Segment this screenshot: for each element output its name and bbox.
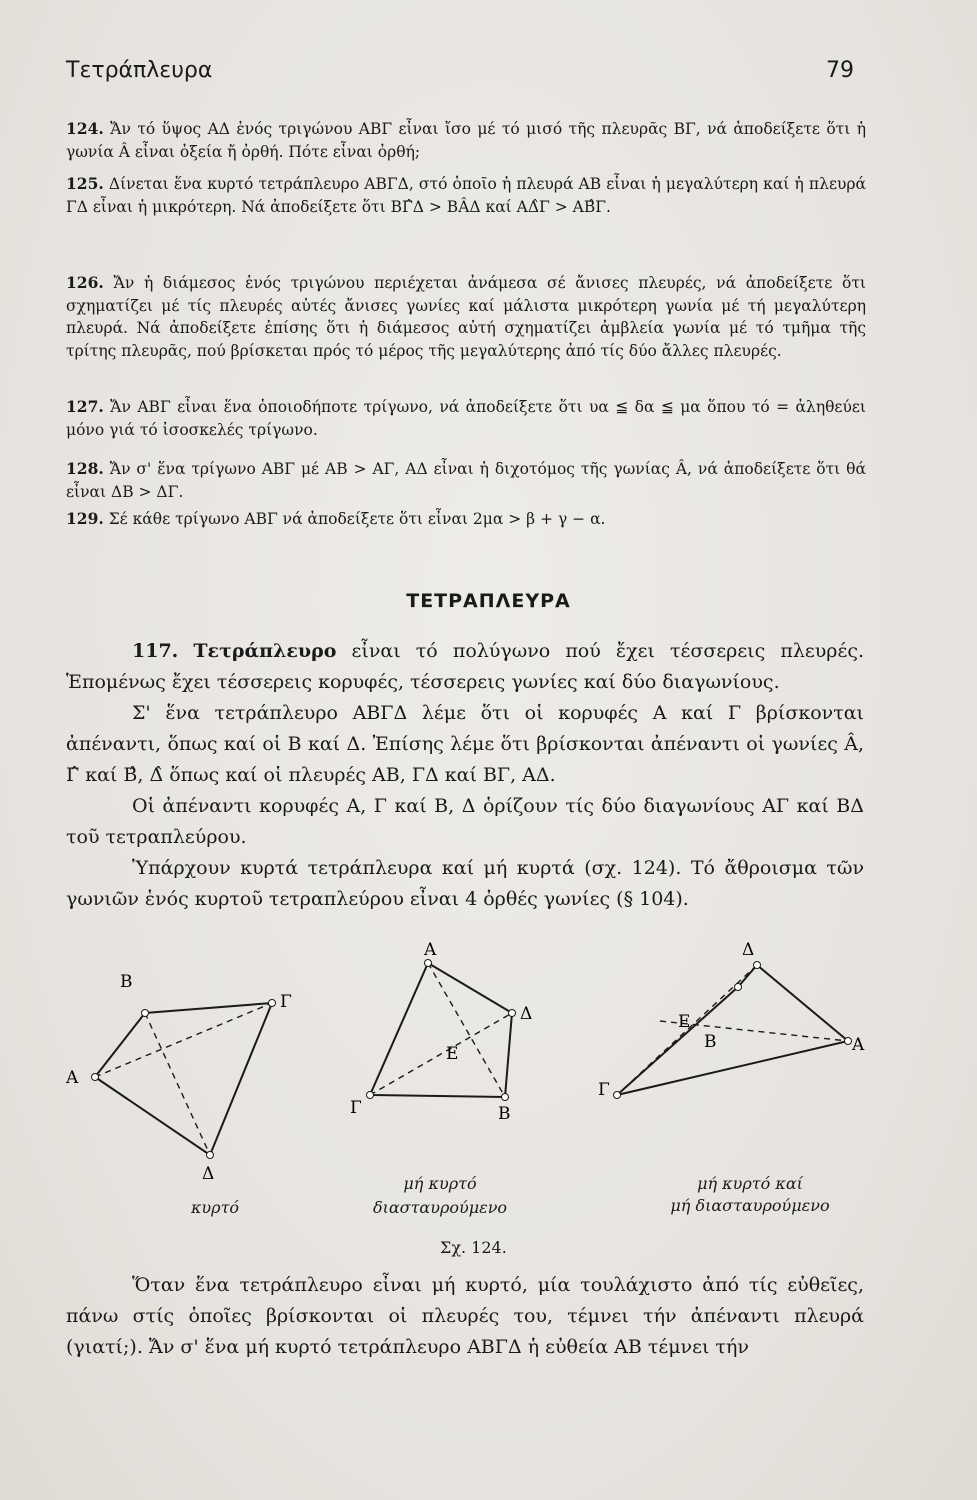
caption-nonconvex-and: μή κυρτό καί xyxy=(697,1174,803,1193)
vertex-label: Γ xyxy=(350,1098,362,1118)
exercise-number: 129. xyxy=(66,509,104,528)
paragraph-text: εἶναι τό πολύγωνο πού ἔχει τέσσερεις πλευρές. Ἑπομένως ἔχει τέσσερεις κορυφές, τέσσερεις γωνίες καί δύο διαγωνίους. xyxy=(66,640,864,693)
vertex-label: Ε xyxy=(446,1044,459,1064)
caption-convex: κυρτό xyxy=(190,1198,240,1217)
exercise-number: 127. xyxy=(66,397,104,416)
paragraph: Σ' ἕνα τετράπλευρο ΑΒΓΔ λέμε ὅτι οἱ κορυφές Α καί Γ βρίσκονται ἀπέναντι, ὅπως καί οἱ Β καί Δ. Ἐπίσης λέμε ὅτι βρίσκονται ἀπέναντι οἱ γωνίες Â, Γ̂ καί Β̂, Δ̂ ὅπως καί οἱ πλευρές ΑΒ, ΓΔ καί ΒΓ, ΑΔ. xyxy=(66,702,864,786)
exercise-124 xyxy=(66,118,866,163)
exercise-128 xyxy=(66,458,866,503)
vertex-label: Β xyxy=(704,1032,717,1052)
vertex-label: Β xyxy=(498,1104,511,1124)
figure-number: Σχ. 124. xyxy=(440,1238,507,1257)
main-text xyxy=(66,636,864,915)
exercise-number: 128. xyxy=(66,459,104,478)
exercise-text: Σέ κάθε τρίγωνο ΑΒΓ νά ἀποδείξετε ὅτι εἶναι 2μα > β + γ − α. xyxy=(108,510,606,528)
exercise-number: 126. xyxy=(66,273,104,292)
vertex-label: Γ xyxy=(280,992,292,1012)
closing-text xyxy=(66,1270,864,1363)
paragraph-number: 117. xyxy=(132,640,179,662)
exercise-125 xyxy=(66,173,866,218)
crossed-quadrilateral xyxy=(614,962,852,1099)
vertex-label: Γ xyxy=(598,1080,610,1100)
paragraph: Ὅταν ἕνα τετράπλευρο εἶναι μή κυρτό, μία τουλάχιστο ἀπό τίς εὐθεῖες, πάνω στίς ὁποῖες βρίσκονται οἱ πλευρές του, τέμνει τήν ἀπέναντι πλευρά (γιατί;). Ἄν σ' ἕνα μή κυρτό τετράπλευρο ΑΒΓΔ ἡ εὐθεία ΑΒ τέμνει τήν xyxy=(66,1274,864,1358)
paragraph-117 xyxy=(66,636,864,698)
running-header: Τετράπλευρα xyxy=(66,58,213,83)
exercise-text: Ἄν ἡ διάμεσος ἑνός τριγώνου περιέχεται ἀνάμεσα σέ ἄνισες πλευρές, νά ἀποδείξετε ὅτι σχηματίζει μέ τίς πλευρές αὐτές ἄνισες γωνίες καί μάλιστα μικρότερη γωνία μέ τή μεγαλύτερη πλευρά. Νά ἀποδείξετε ἐπίσης ὅτι ἡ διάμεσος αὐτή σχηματίζει ἀμβλεία γωνία μέ τό τμῆμα τῆς τρίτης πλευρᾶς, πού βρίσκεται πρός τό μέρος τῆς μεγαλύτερης ἀπό τίς δύο ἄλλες πλευρές. xyxy=(66,274,866,360)
nonconvex-quadrilateral xyxy=(367,960,516,1101)
definition-term: Τετράπλευρο xyxy=(193,640,337,662)
convex-quadrilateral xyxy=(92,1000,276,1159)
vertex-label: Ε xyxy=(678,1012,691,1032)
vertex-label: Α xyxy=(424,940,437,960)
exercise-number: 124. xyxy=(66,119,104,138)
vertex-label: Α xyxy=(852,1035,865,1055)
vertex-label: Δ xyxy=(520,1004,533,1024)
vertex-label: Β xyxy=(120,972,133,992)
vertex-label: Δ xyxy=(202,1164,215,1184)
vertex-label: Α xyxy=(66,1068,79,1088)
exercise-127 xyxy=(66,396,866,441)
vertex-label: Δ xyxy=(742,940,755,960)
exercise-text: Ἄν ΑΒΓ εἶναι ἕνα ὁποιοδήποτε τρίγωνο, νά ἀποδείξετε ὅτι υα ≦ δα ≦ μα ὅπου τό = ἀληθεύει μόνο γιά τό ἰσοσκελές τρίγωνο. xyxy=(66,398,866,439)
exercise-text: Δίνεται ἕνα κυρτό τετράπλευρο ΑΒΓΔ, στό ὁποῖο ἡ πλευρά ΑΒ εἶναι ἡ μεγαλύτερη καί ἡ πλευρά ΓΔ εἶναι ἡ μικρότερη. Νά ἀποδείξετε ὅτι ΒΓ̂Δ > ΒÂΔ καί ΑΔ̂Γ > ΑΒ̂Γ. xyxy=(66,175,866,216)
exercise-number: 125. xyxy=(66,174,104,193)
paragraph: Ὑπάρχουν κυρτά τετράπλευρα καί μή κυρτά (σχ. 124). Τό ἄθροισμα τῶν γωνιῶν ἑνός κυρτοῦ τετραπλεύρου εἶναι 4 ὀρθές γωνίες (§ 104). xyxy=(66,857,864,910)
caption-noncrossed: μή διασταυρούμενο xyxy=(670,1196,830,1215)
exercise-126 xyxy=(66,272,866,362)
page-number: 79 xyxy=(826,58,854,83)
caption-nonconvex: μή κυρτό xyxy=(403,1174,477,1193)
caption-crossed: διασταυρούμενο xyxy=(372,1198,508,1217)
exercise-text: Ἄν σ' ἕνα τρίγωνο ΑΒΓ μέ ΑΒ > ΑΓ, ΑΔ εἶναι ἡ διχοτόμος τῆς γωνίας Â, νά ἀποδείξετε ὅτι θά εἶναι ΔΒ > ΔΓ. xyxy=(66,460,866,501)
exercise-text: Ἄν τό ὕψος ΑΔ ἑνός τριγώνου ΑΒΓ εἶναι ἴσο μέ τό μισό τῆς πλευρᾶς ΒΓ, νά ἀποδείξετε ὅτι ἡ γωνία Â εἶναι ὀξεία ἤ ὀρθή. Πότε εἶναι ὀρθή; xyxy=(66,120,866,161)
paragraph: Οἱ ἀπέναντι κορυφές Α, Γ καί Β, Δ ὁρίζουν τίς δύο διαγωνίους ΑΓ καί ΒΔ τοῦ τετραπλεύρου. xyxy=(66,795,864,848)
exercise-129 xyxy=(66,508,866,531)
section-title: ΤΕΤΡΑΠΛΕΥΡΑ xyxy=(406,590,571,612)
